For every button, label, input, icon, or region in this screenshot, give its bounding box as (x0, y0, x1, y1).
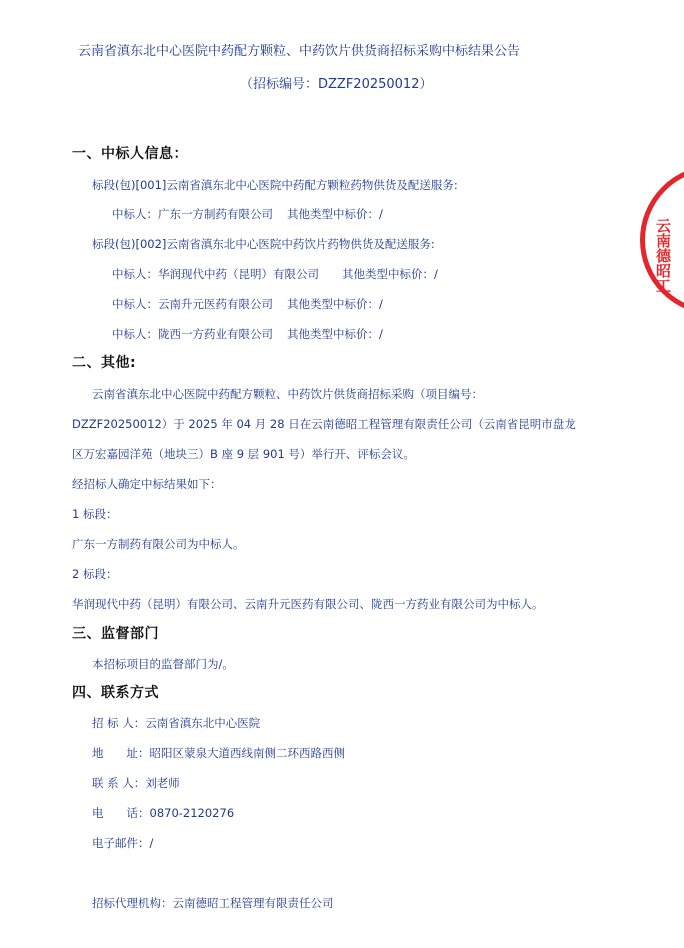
seal-text: 云南德昭工 (654, 218, 672, 293)
section-heading-supervision: 三、监督部门 (72, 626, 159, 642)
contact-value: 刘老师 (145, 776, 180, 790)
contact-value: 昭阳区蒙泉大道西线南侧二环西路西侧 (149, 746, 345, 760)
official-seal (640, 165, 684, 315)
contact-label: 联 系 人： (92, 776, 146, 790)
document-title: 云南省滇东北中心医院中药配方颗粒、中药饮片供货商招标采购中标结果公告 (78, 44, 521, 59)
winner-price: 其他类型中标价：/ (287, 327, 383, 341)
contact-value: 0870-2120276 (149, 806, 235, 820)
lot1-result: 广东一方制药有限公司为中标人。 (72, 537, 245, 551)
contact-label: 电 话： (92, 806, 150, 820)
contact-label: 电子邮件： (92, 836, 150, 850)
winner-name: 中标人：华润现代中药（昆明）有限公司 (112, 267, 319, 281)
winner-row (112, 326, 383, 342)
contact-value: / (149, 836, 154, 850)
winner-price: 其他类型中标价：/ (287, 207, 383, 221)
winner-price: 其他类型中标价：/ (342, 267, 438, 281)
contact-row-address (92, 745, 345, 761)
lot-title: 标段(包)[001]云南省滇东北中心医院中药配方颗粒药物供货及配送服务: (92, 178, 458, 192)
contact-row-person (92, 775, 180, 791)
lot-title: 标段(包)[002]云南省滇东北中心医院中药饮片药物供货及配送服务: (92, 237, 435, 251)
winner-row (112, 266, 438, 282)
supervision-text: 本招标项目的监督部门为/。 (92, 657, 234, 671)
paragraph-line: 云南省滇东北中心医院中药配方颗粒、中药饮片供货商招标采购（项目编号： (92, 387, 483, 401)
contact-row-email (92, 835, 153, 851)
section-heading-other: 二、其他: (72, 355, 137, 371)
winner-row (112, 206, 383, 222)
contact-label: 招 标 人： (92, 716, 146, 730)
paragraph-line: 区万宏嘉园洋苑（地块三）B 座 9 层 901 号）举行开、评标会议。 (72, 447, 415, 461)
lot2-result: 华润现代中药（昆明）有限公司、云南升元医药有限公司、陇西一方药业有限公司为中标人。 (72, 597, 544, 611)
winner-name: 中标人：云南升元医药有限公司 (112, 297, 273, 311)
lot1-label: 1 标段： (72, 507, 118, 521)
agency-line: 招标代理机构：云南德昭工程管理有限责任公司 (92, 896, 334, 910)
winner-name: 中标人：陇西一方药业有限公司 (112, 327, 273, 341)
winner-price: 其他类型中标价：/ (287, 297, 383, 311)
section-heading-contact: 四、联系方式 (72, 685, 159, 701)
lot2-label: 2 标段： (72, 567, 118, 581)
contact-value: 云南省滇东北中心医院 (145, 716, 261, 730)
winner-row (112, 296, 383, 312)
paragraph-line: DZZF20250012）于 2025 年 04 月 28 日在云南德昭工程管理有限责任公司（云南省昆明市盘龙 (72, 417, 576, 431)
confirm-text: 经招标人确定中标结果如下： (72, 477, 222, 491)
contact-row-phone (92, 805, 234, 821)
contact-row-tenderer (92, 715, 260, 731)
document-subtitle: （招标编号：DZZF20250012） (240, 77, 433, 92)
winner-name: 中标人：广东一方制药有限公司 (112, 207, 273, 221)
section-heading-winner-info: 一、中标人信息： (72, 146, 188, 162)
contact-label: 地 址： (92, 746, 150, 760)
